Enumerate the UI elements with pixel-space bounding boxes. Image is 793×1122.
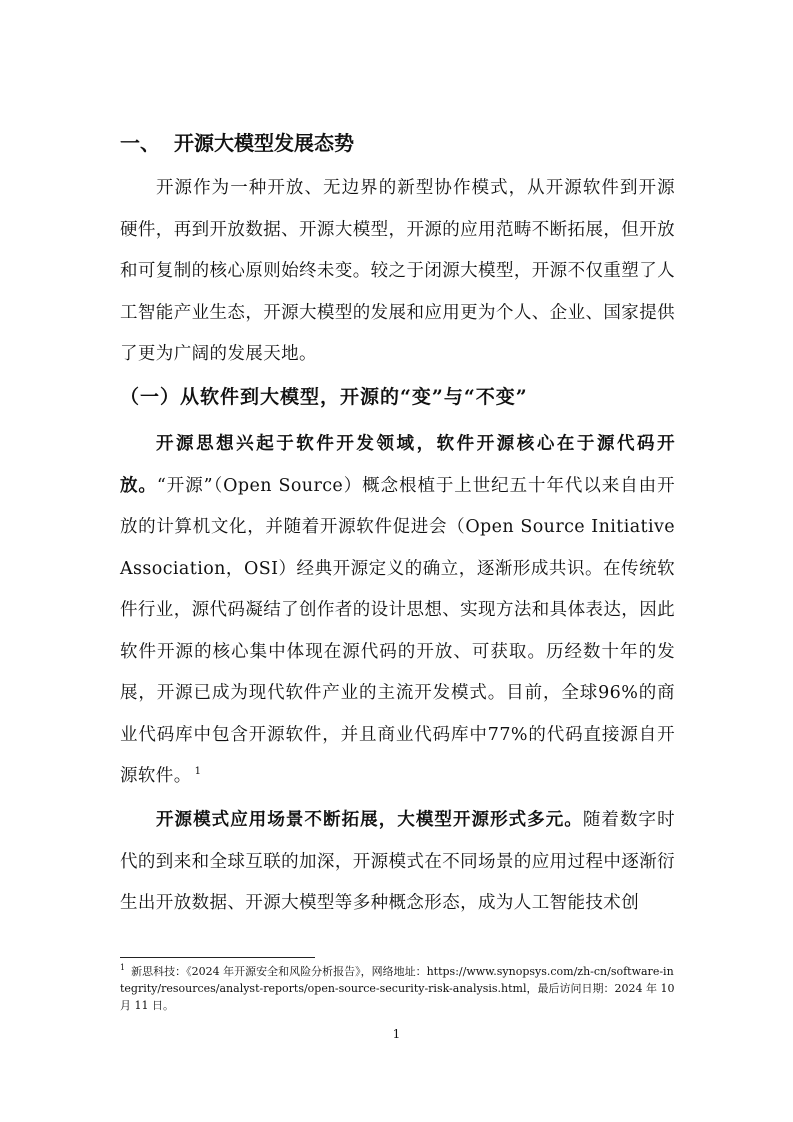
subsection-heading: （一）从软件到大模型，开源的“变”与“不变” [120,386,528,408]
footnote-mark: 1 [120,963,126,973]
section-title: 开源大模型发展态势 [174,131,354,155]
section-number: 一、 [120,131,160,155]
paragraph-lead-sentence: 开源模式应用场景不断拓展，大模型开源形式多元。 [156,810,583,830]
footnote-text: 新思科技：《2024 年开源安全和风险分析报告》，网络地址：https://www.synopsys.com/zh-cn/software-integrity/resources/analyst-reports/open-source-security-risk-analysis.html，最后访问日期：2024 年 10 月 11 日。 [120,965,675,1012]
paragraph-body: 随着数字时代的到来和全球互联的加深，开源模式在不同场景的应用过程中逐渐衍生出开放数据、开源大模型等多种概念形态，成为人工智能技术创 [120,810,675,913]
section-heading [120,128,680,158]
intro-paragraph: 开源作为一种开放、无边界的新型协作模式，从开源软件到开源硬件，再到开放数据、开源大模型，开源的应用范畴不断拓展，但开放和可复制的核心原则始终未变。较之于闭源大模型，开源不仅重塑了人工智能产业生态，开源大模型的发展和应用更为个人、企业、国家提供了更为广阔的发展天地。 [120,178,675,364]
footnote-reference[interactable]: 1 [194,766,202,778]
paragraph-lead-sentence: 开源思想兴起于软件开发领域，软件开源核心在于源代码开放。 [120,434,675,496]
footnote [120,963,675,1014]
page-number: 1 [392,1027,401,1041]
paragraph-open-source-scenarios [120,800,675,925]
footnote-separator [120,957,315,958]
paragraph-software-origins [120,424,675,798]
paragraph-body: “开源”（Open Source）概念根植于上世纪五十年代以来自由开放的计算机文化，并随着开源软件促进会（Open Source Initiative Association，OSI）经典开源定义的确立，逐渐形成共识。在传统软件行业，源代码凝结了创作者的设计思想、实现方法和具体表达，因此软件开源的核心集中体现在源代码的开放、可获取。历经数十年的发展，开源已成为现代软件产业的主流开发模式。目前，全球96%的商业代码库中包含开源软件，并且商业代码库中77%的代码直接源自开源软件。 [120,475,675,786]
